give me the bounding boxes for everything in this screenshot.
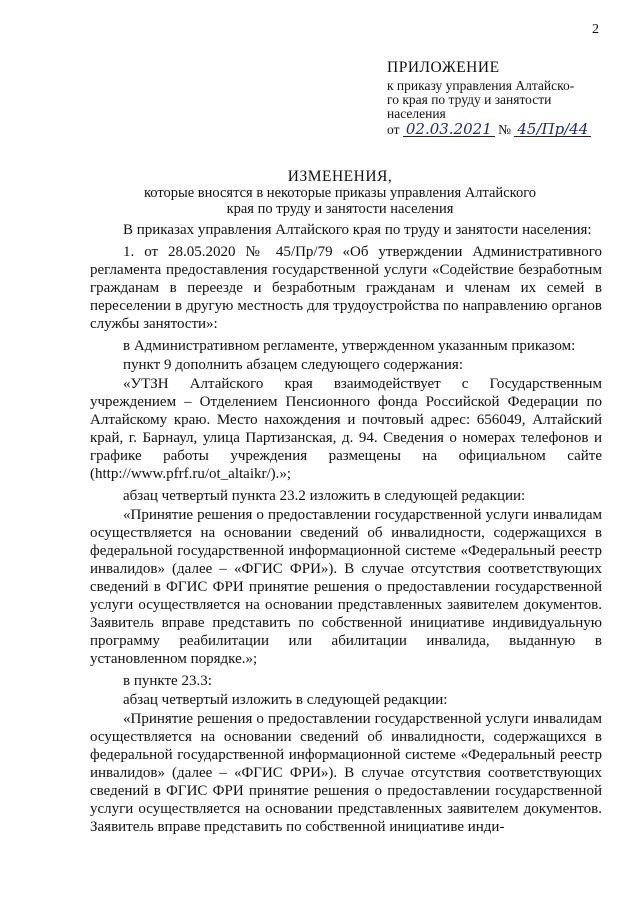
handwritten-date: 02.03.2021 — [403, 122, 495, 137]
appendix-line-2: го края по труду и занятости — [387, 92, 552, 107]
appendix-header — [387, 59, 612, 137]
title-heading: ИЗМЕНЕНИЯ, — [287, 168, 393, 185]
paragraph-utzn-quote: «УТЗН Алтайского края взаимодействует с Государственным учреждением – Отделением Пенсионного фонда Российской Федерации по Алтайскому краю. Место нахождения и почтовый адрес: 656049, Алтайский край, г. Барнаул, улица Партизанская, д. 94. Сведения о номерах телефонов и графике работы учреждения размещены на официальном сайте (http://www.pfrf.ru/ot_altaikr/).»; — [90, 376, 602, 482]
document-body — [90, 221, 602, 840]
appendix-line-3: населения — [387, 106, 446, 121]
title-line-1: которые вносятся в некоторые приказы управления Алтайского — [143, 185, 537, 201]
paragraph-point-23-3: в пункте 23.3: — [123, 673, 212, 689]
page-number: 2 — [592, 22, 599, 37]
changes-title — [60, 169, 620, 217]
paragraph-quote-23-3: «Принятие решения о предоставлении государственной услуги инвалидам осуществляется на основании сведений об инвалидности, содержащихся в федеральной государственной информационной системе «Федеральный реестр инвалидов» (далее – «ФГИС ФРИ»). В случае отсутствия соответствующих сведений в ФГИС ФРИ принятие решения о предоставлении государственной услуги осуществляется на основании представленных заявителем документов. Заявитель вправе представить по собственной инициативе инди- — [90, 711, 602, 835]
appendix-line-1: к приказу управления Алтайско- — [387, 78, 575, 93]
appendix-title: ПРИЛОЖЕНИЕ — [387, 59, 500, 76]
title-line-2: края по труду и занятости населения — [226, 201, 454, 217]
paragraph-quote-23-2: «Принятие решения о предоставлении государственной услуги инвалидам осуществляется на основании сведений об инвалидности, содержащихся в федеральной государственной информационной системе «Федеральный реестр инвалидов» (далее – «ФГИС ФРИ»). В случае отсутствия соответствующих сведений в ФГИС ФРИ принятие решения о предоставлении государственной услуги осуществляется на основании представленных заявителем документов. Заявитель вправе представить по собственной инициативе индивидуальную программу реабилитации или абилитации инвалида, выданную в установленном порядке.»; — [90, 507, 602, 667]
number-sign: № — [498, 122, 512, 137]
paragraph-point-23-2: абзац четвертый пункта 23.2 изложить в следующей редакции: — [123, 488, 526, 504]
paragraph-abzac: абзац четвертый изложить в следующей редакции: — [123, 692, 448, 708]
handwritten-order-number: 45/Пр/44 — [514, 122, 591, 137]
order-date-number — [387, 122, 612, 137]
paragraph-intro: В приказах управления Алтайского края по труду и занятости населения: — [123, 222, 592, 238]
paragraph-regulation: в Административном регламенте, утвержденном указанным приказом: — [123, 338, 576, 354]
paragraph-point-9: пункт 9 дополнить абзацем следующего содержания: — [123, 357, 463, 373]
paragraph-item-1: 1. от 28.05.2020 № 45/Пр/79 «Об утверждении Административного регламента предоставления государственной услуги «Содействие безработным гражданам в переезде и безработным гражданам и членам их семей в переселении в другую местность для трудоустройства по направлению органов службы занятости»: — [90, 244, 602, 332]
date-prefix: от — [387, 122, 400, 137]
